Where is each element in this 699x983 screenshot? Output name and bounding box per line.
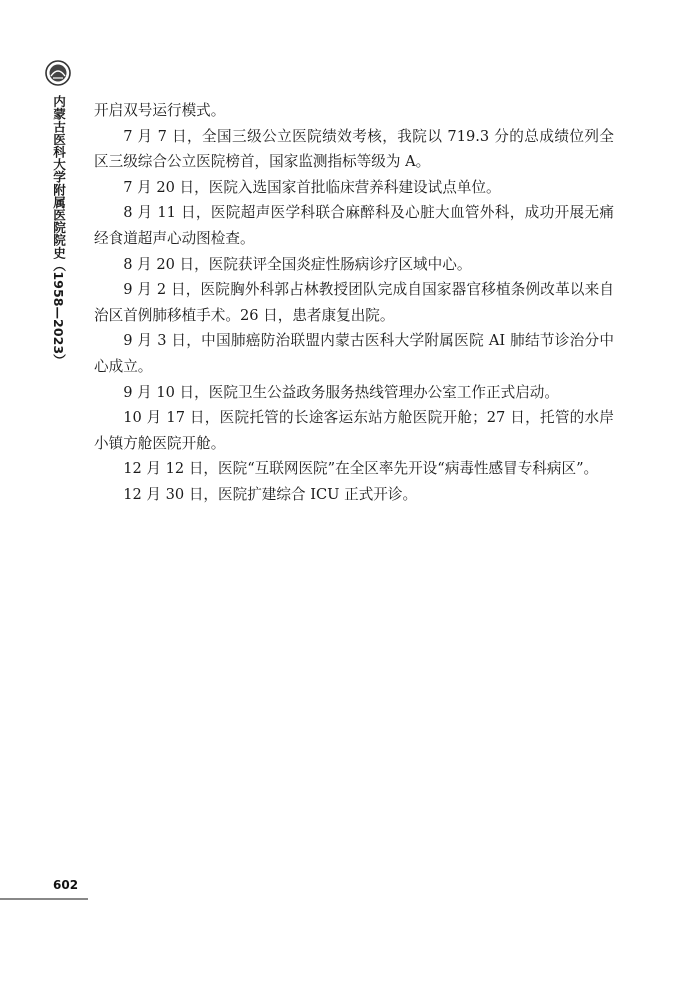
page-number: 602 <box>53 878 79 892</box>
paragraph: 12 月 12 日，医院“互联网医院”在全区率先开设“病毒性感冒专科病区”。 <box>123 460 599 478</box>
paragraph: 10 月 17 日，医院托管的长途客运东站方舱医院开舱；27 日，托管的水岸小镇方舱医院开舱。 <box>94 409 614 452</box>
running-title-years: （1958—2023） <box>51 258 66 367</box>
hospital-logo-icon <box>45 60 71 86</box>
paragraph: 9 月 3 日，中国肺癌防治联盟内蒙古医科大学附属医院 AI 肺结节诊治分中心成立。 <box>94 332 614 375</box>
paragraph: 9 月 10 日，医院卫生公益政务服务热线管理办公室工作正式启动。 <box>123 383 559 401</box>
paragraph: 9 月 2 日，医院胸外科郭占林教授团队完成自国家器官移植条例改革以来自治区首例肺移植手术。26 日，患者康复出院。 <box>94 281 614 324</box>
paragraph: 7 月 20 日，医院入选国家首批临床营养科建设试点单位。 <box>123 178 501 196</box>
running-title <box>47 95 69 367</box>
paragraph: 开启双号运行模式。 <box>94 102 226 119</box>
paragraph: 7 月 7 日，全国三级公立医院绩效考核，我院以 719.3 分的总成绩位列全区三级综合公立医院榜首，国家监测指标等级为 A。 <box>94 127 614 171</box>
paragraph: 8 月 11 日，医院超声医学科联合麻醉科及心脏大血管外科，成功开展无痛经食道超声心动图检查。 <box>94 204 614 247</box>
paragraph: 8 月 20 日，医院获评全国炎症性肠病诊疗区域中心。 <box>123 255 472 273</box>
running-title-main: 内蒙古医科大学附属医院院史 <box>51 95 66 259</box>
body-text <box>94 98 614 508</box>
paragraph: 12 月 30 日，医院扩建综合 ICU 正式开诊。 <box>123 485 418 503</box>
footer-rule <box>0 898 88 900</box>
